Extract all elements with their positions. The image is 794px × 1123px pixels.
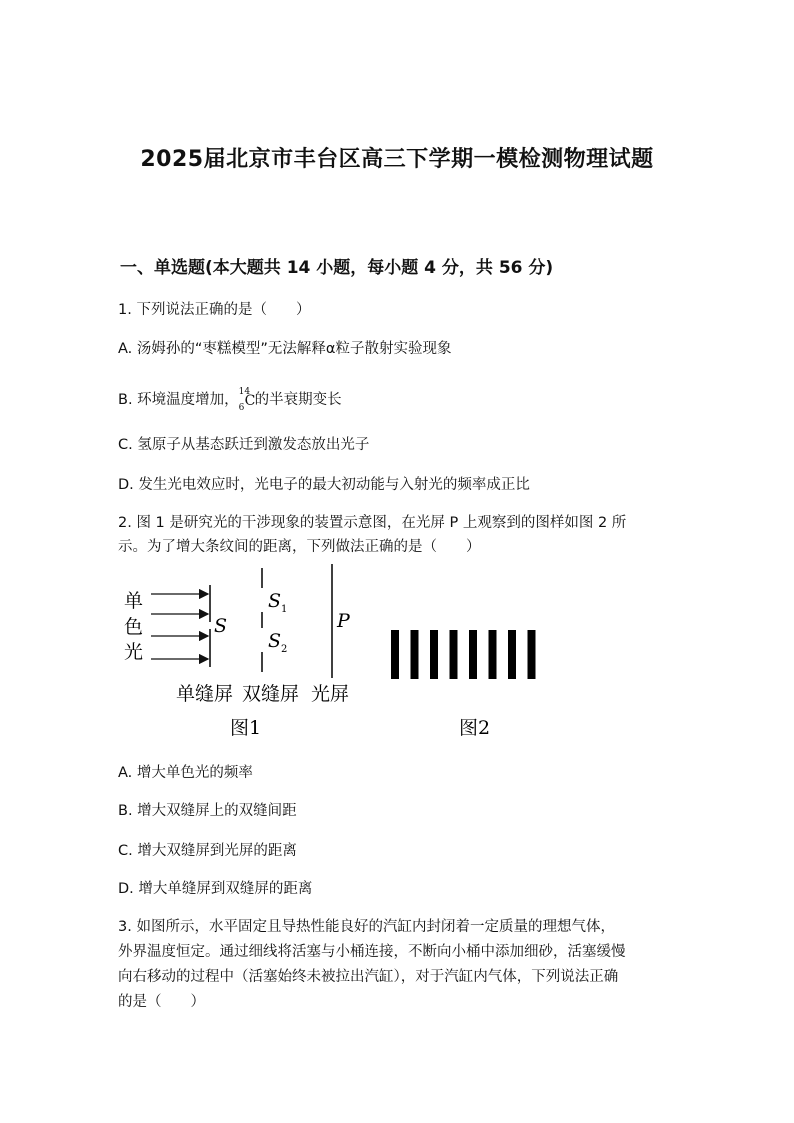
slit-s1-label: S	[268, 590, 282, 612]
question-3-stem-line-1: 3. 如图所示，水平固定且导热性能良好的汽缸内封闭着一定质量的理想气体，	[118, 919, 615, 935]
question-2-stem-line-1: 2. 图 1 是研究光的干涉现象的装置示意图，在光屏 P 上观察到的图样如图 2 所	[118, 515, 627, 531]
slit-s2-subscript: 2	[281, 644, 288, 655]
question-2-option-c: C. 增大双缝屏到光屏的距离	[118, 843, 297, 859]
question-2-option-d: D. 增大单缝屏到双缝屏的距离	[118, 881, 313, 897]
option-b-prefix: B. 环境温度增加，	[118, 392, 239, 408]
light-char-2: 色	[124, 616, 144, 638]
question-1-option-b	[118, 387, 342, 413]
bright-fringe-stripe	[430, 630, 438, 679]
bright-fringe-stripe	[450, 630, 458, 679]
question-3-stem-line-3: 向右移动的过程中（活塞始终未被拉出汽缸），对于汽缸内气体，下列说法正确	[118, 969, 619, 985]
screen-p-label: P	[337, 610, 350, 632]
bright-fringe-stripe	[528, 630, 536, 679]
bright-fringe-stripe	[489, 630, 497, 679]
nuclide-atomic-number: 6	[238, 403, 245, 413]
caption-single-slit: 单缝屏	[176, 683, 234, 705]
bright-fringe-stripe	[469, 630, 477, 679]
slit-s2-label: S	[268, 630, 282, 652]
nuclide-symbol: C	[244, 393, 256, 409]
question-1-option-d: D. 发生光电效应时，光电子的最大初动能与入射光的频率成正比	[118, 477, 530, 493]
figure-1-apparatus	[118, 560, 368, 745]
option-b-suffix: 的半衰期变长	[254, 392, 342, 408]
question-3-stem-line-2: 外界温度恒定。通过细线将活塞与小桶连接，不断向小桶中添加细砂，活塞缓慢	[118, 944, 626, 960]
question-2-option-b: B. 增大双缝屏上的双缝间距	[118, 803, 297, 819]
question-1-stem: 1. 下列说法正确的是（ ）	[118, 302, 311, 318]
page-title: 2025届北京市丰台区高三下学期一模检测物理试题	[140, 147, 654, 172]
nuclide-carbon-14	[238, 387, 256, 413]
question-1-option-a: A. 汤姆孙的“枣糕模型”无法解释α粒子散射实验现象	[118, 341, 452, 357]
question-2-stem-line-2: 示。为了增大条纹间的距离，下列做法正确的是（ ）	[118, 539, 481, 555]
question-3-stem-line-4: 的是（ ）	[118, 994, 205, 1010]
figure-1-label: 图1	[230, 717, 262, 739]
bright-fringe-stripe	[508, 630, 516, 679]
figure-2-fringes	[385, 620, 545, 745]
bright-fringe-stripe	[391, 630, 399, 679]
slit-s-label: S	[214, 615, 228, 637]
light-char-1: 单	[124, 590, 144, 612]
nuclide-mass-number: 14	[238, 387, 251, 397]
light-char-3: 光	[124, 641, 144, 663]
slit-s1-subscript: 1	[281, 604, 288, 615]
caption-light-screen: 光屏	[311, 683, 350, 705]
fringe-pattern	[391, 630, 536, 679]
section-heading: 一、单选题(本大题共 14 小题，每小题 4 分，共 56 分)	[120, 258, 554, 278]
question-1-option-c: C. 氢原子从基态跃迁到激发态放出光子	[118, 437, 370, 453]
bright-fringe-stripe	[411, 630, 419, 679]
question-2-option-a: A. 增大单色光的频率	[118, 765, 253, 781]
figure-2-label: 图2	[459, 717, 491, 739]
caption-double-slit: 双缝屏	[242, 683, 300, 705]
